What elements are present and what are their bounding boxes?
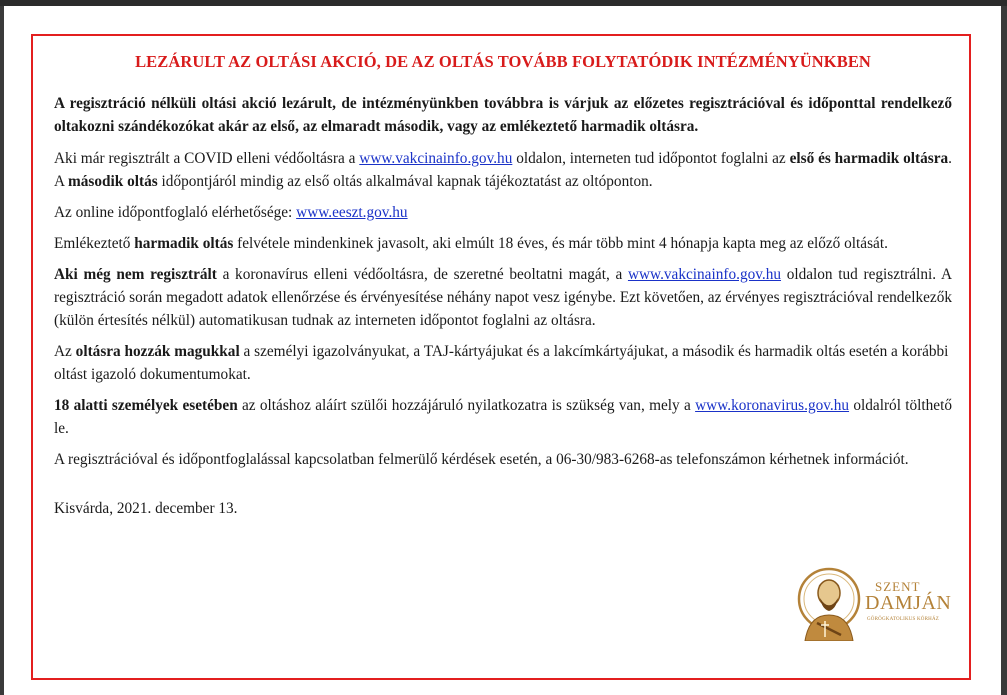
bold-text: Aki még nem regisztrált — [54, 266, 217, 283]
logo-line-2: DAMJÁN — [865, 592, 952, 614]
paragraph-third-dose — [54, 232, 952, 255]
eeszt-link[interactable]: www.eeszt.gov.hu — [296, 204, 408, 221]
left-edge — [0, 6, 4, 695]
text: felvétele mindenkinek javasolt, aki elmúlt 18 éves, és már több mint 4 hónapja kapta meg az előző oltását. — [233, 235, 888, 252]
paragraph-contact: A regisztrációval és időpontfoglalással kapcsolatban felmerülő kérdések esetén, a 06-30/983-6268-as telefonszámon kérhetnek információt. — [54, 451, 909, 468]
text: oldalon tud regisztrálni. A regisztráció során megadott adatok ellenőrzése és érvényesítése néhány napot vesz igénybe. Ezt követően, az érvényes regisztrációval rendelkezők (külön értesítés nélkül) automatikusan tudnak az interneten időpontot foglalni az oltásra. — [54, 266, 953, 329]
bold-text: harmadik oltás — [134, 235, 234, 252]
logo-line-1: SZENT — [875, 579, 921, 594]
paragraph-not-registered — [54, 263, 952, 332]
right-edge — [1001, 6, 1007, 695]
lead-paragraph: A regisztráció nélküli oltási akció lezárult, de intézményünkben továbbra is várjuk az előzetes regisztrációval és időponttal rendelkező oltakozni szándékozókat akár az első, az elmaradt második, vagy az emlékeztető harmadik oltásra. — [54, 95, 952, 135]
saint-portrait-icon — [795, 565, 865, 641]
top-bar — [0, 0, 1007, 6]
text: Az — [54, 343, 76, 360]
vakcinainfo-link-2[interactable]: www.vakcinainfo.gov.hu — [627, 266, 782, 283]
paragraph-registered — [54, 147, 952, 193]
logo-line-3: GÖRÖGKATOLIKUS KÓRHÁZ — [867, 617, 940, 622]
text: Az online időpontfoglaló elérhetősége: — [54, 204, 297, 221]
bold-text: oltásra hozzák magukkal — [75, 343, 240, 360]
text: Aki már regisztrált a COVID elleni védőoltásra a — [54, 150, 360, 167]
bold-text: első és harmadik oltásra — [789, 150, 949, 167]
text: oldalról tölthető le. — [54, 397, 952, 437]
bold-text: második oltás — [68, 173, 158, 190]
paragraph-online-booking — [54, 201, 952, 224]
text: az oltáshoz aláírt szülői hozzájáruló nyilatkozatra is szükség van, mely a — [237, 397, 696, 414]
text: Emlékeztető — [54, 235, 135, 252]
text: a személyi igazolványukat, a TAJ-kártyájukat és a lakcímkártyájukat, a második és harmadik oltás esetén a korábbi oltást igazoló dokumentumokat. — [54, 343, 949, 383]
text: . A — [54, 150, 952, 190]
hospital-logo — [795, 565, 955, 641]
text: a koronavírus elleni védőoltásra, de szeretné beoltatni magát, a — [216, 266, 628, 283]
paragraph-documents — [54, 340, 952, 386]
bold-text: 18 alatti személyek esetében — [54, 397, 238, 414]
koronavirus-link[interactable]: www.koronavirus.gov.hu — [695, 397, 850, 414]
notice-content — [54, 52, 952, 528]
notice-title: LEZÁRULT AZ OLTÁSI AKCIÓ, DE AZ OLTÁS TOVÁBB FOLYTATÓDIK INTÉZMÉNYÜNKBEN — [135, 52, 871, 71]
paragraph-minors — [54, 394, 952, 440]
text: időpontjáról mindig az első oltás alkalmával kapnak tájékoztatást az oltóponton. — [157, 173, 653, 190]
text: oldalon, interneten tud időpontot foglalni az — [512, 150, 790, 167]
date-line: Kisvárda, 2021. december 13. — [54, 500, 238, 517]
vakcinainfo-link[interactable]: www.vakcinainfo.gov.hu — [359, 150, 513, 167]
